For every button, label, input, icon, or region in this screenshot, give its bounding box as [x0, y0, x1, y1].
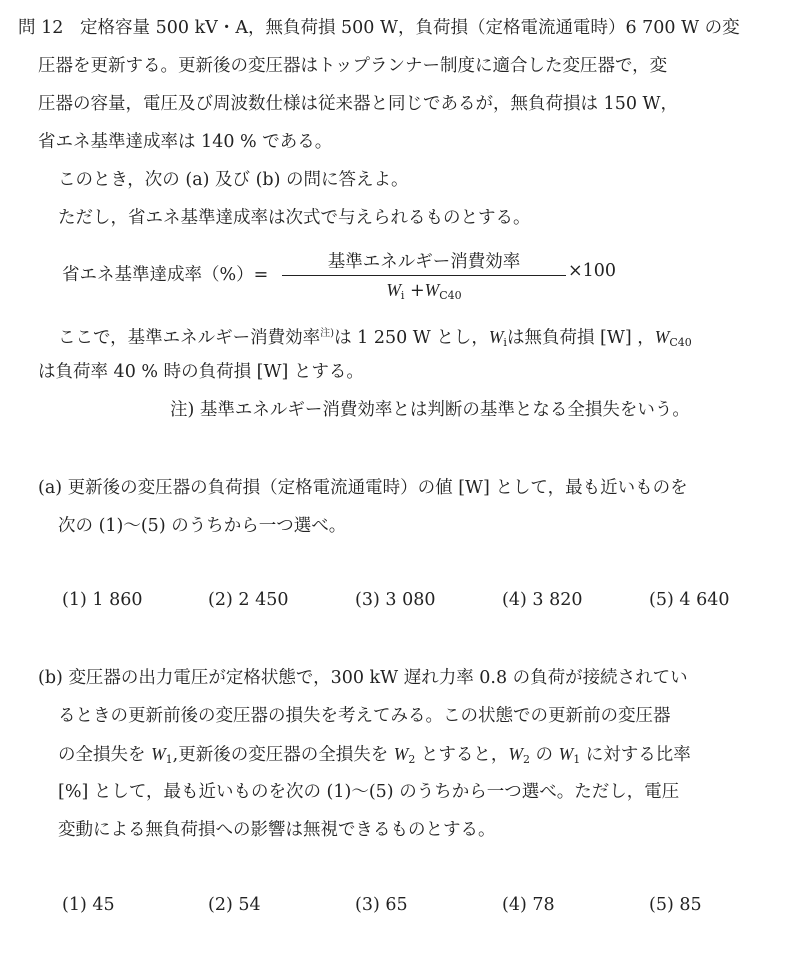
choice-number: (4) — [502, 895, 527, 915]
choice-number: (3) — [355, 590, 380, 610]
symbol-w2b: W — [508, 744, 523, 764]
condition-line: ただし，省エネ基準達成率は次式で与えられるものとする。 — [58, 208, 531, 228]
choice-value: 1 860 — [92, 590, 143, 610]
part-b-line-4: [%] として，最も近いものを次の (1)～(5) のうちから一つ選べ。ただし，電圧 — [58, 782, 680, 802]
note-marker: 注) — [320, 328, 335, 339]
formula-denominator — [282, 278, 566, 308]
formula-numerator: 基準エネルギー消費効率 — [327, 252, 521, 272]
part-a-line-2: 次の (1)～(5) のうちから一つ選べ。 — [58, 516, 347, 536]
choice-number: (1) — [62, 590, 87, 610]
choice-value: 65 — [385, 895, 408, 915]
symbol-w1b: W — [558, 744, 574, 764]
choice-value: 45 — [92, 895, 115, 915]
symbol-w2-sub: 2 — [408, 753, 416, 766]
part-a-text: 更新後の変圧器の負荷損（定格電流通電時）の値 [W] として，最も近いものを — [67, 478, 688, 498]
definition-text-2: は 1 250 W とし， — [334, 327, 489, 348]
efficiency-formula — [62, 250, 617, 310]
definition-text-3: は無負荷損 [W] ， — [506, 327, 655, 348]
choice-value: 85 — [679, 895, 702, 915]
footnote: 注) 基準エネルギー消費効率とは判断の基準となる全損失をいう。 — [170, 400, 690, 420]
formula-rhs: ×100 — [568, 261, 617, 281]
den-symbol-w2: W — [424, 280, 440, 300]
fraction-bar — [282, 275, 566, 276]
choice-number: (2) — [208, 590, 233, 610]
formula-fraction — [282, 250, 566, 308]
problem-statement-line-2: 圧器を更新する。更新後の変圧器はトップランナー制度に適合した変圧器で，変 — [38, 56, 668, 76]
choice-value: 54 — [238, 895, 261, 915]
part-b-text-d: の — [529, 745, 559, 765]
part-b-text-b: ,更新後の変圧器の全損失を — [172, 745, 394, 765]
choice-a-2[interactable] — [208, 590, 288, 610]
symbol-w1-sub: 1 — [165, 753, 173, 766]
choice-number: (5) — [649, 590, 674, 610]
choice-value: 3 080 — [385, 590, 436, 610]
choice-a-5[interactable] — [649, 590, 729, 610]
symbol-w2b-sub: 2 — [522, 753, 530, 766]
definition-line-1 — [58, 322, 692, 355]
choice-b-3[interactable] — [355, 895, 408, 915]
choice-number: (5) — [649, 895, 674, 915]
part-b-line-5: 変動による無負荷損への影響は無視できるものとする。 — [58, 820, 496, 840]
part-b-text-e: に対する比率 — [580, 745, 691, 765]
problem-statement-line-1 — [18, 16, 740, 40]
choice-b-2[interactable] — [208, 895, 261, 915]
choice-number: (1) — [62, 895, 87, 915]
problem-number: 問 12 — [18, 18, 64, 38]
choice-value: 4 640 — [679, 590, 730, 610]
symbol-wc40: W — [654, 326, 670, 347]
choice-number: (2) — [208, 895, 233, 915]
choice-a-4[interactable] — [502, 590, 582, 610]
symbol-wi: W — [488, 326, 504, 347]
choice-value: 78 — [532, 895, 555, 915]
definition-line-2: は負荷率 40 % 時の負荷損 [W] とする。 — [38, 362, 364, 382]
part-b-line-3 — [58, 742, 691, 772]
part-b-line-2: るときの更新前後の変圧器の損失を考えてみる。この状態での更新前の変圧器 — [58, 706, 671, 726]
intro-text: 定格容量 500 kV・A，無負荷損 500 W，負荷損（定格電流通電時）6 700 W の変 — [80, 18, 740, 38]
definition-text: ここで，基準エネルギー消費効率 — [58, 327, 321, 348]
problem-statement-line-3: 圧器の容量，電圧及び周波数仕様は従来器と同じであるが，無負荷損は 150 W， — [38, 94, 679, 114]
choice-b-1[interactable] — [62, 895, 115, 915]
part-b-label: (b) — [38, 668, 63, 688]
choice-value: 3 820 — [532, 590, 583, 610]
part-b-text-a: の全損失を — [58, 745, 152, 765]
symbol-wi-sub: i — [503, 335, 507, 349]
choice-a-3[interactable] — [355, 590, 435, 610]
choice-b-4[interactable] — [502, 895, 555, 915]
den-plus: + — [410, 281, 425, 301]
choice-number: (4) — [502, 590, 527, 610]
den-symbol-w: W — [386, 280, 401, 300]
choice-a-1[interactable] — [62, 590, 142, 610]
symbol-wc40-sub: C40 — [669, 335, 692, 349]
den-sub-i: i — [400, 289, 405, 302]
symbol-w1: W — [151, 744, 166, 764]
part-a-line-1 — [38, 476, 688, 500]
choice-value: 2 450 — [238, 590, 289, 610]
symbol-w1b-sub: 1 — [573, 753, 581, 766]
den-sub-c40: C40 — [439, 289, 462, 302]
part-a-label: (a) — [38, 478, 63, 498]
choice-number: (3) — [355, 895, 380, 915]
instruction-line: このとき，次の (a) 及び (b) の問に答えよ。 — [58, 170, 409, 190]
symbol-w2: W — [393, 744, 409, 764]
choice-b-5[interactable] — [649, 895, 702, 915]
problem-statement-line-4: 省エネ基準達成率は 140 % である。 — [38, 132, 333, 152]
part-b-text-c: とすると， — [415, 745, 509, 765]
part-b-text: 変圧器の出力電圧が定格状態で，300 kW 遅れ力率 0.8 の負荷が接続されてい — [68, 668, 688, 688]
formula-lhs: 省エネ基準達成率（%）= — [62, 265, 269, 285]
part-b-line-1 — [38, 666, 688, 690]
